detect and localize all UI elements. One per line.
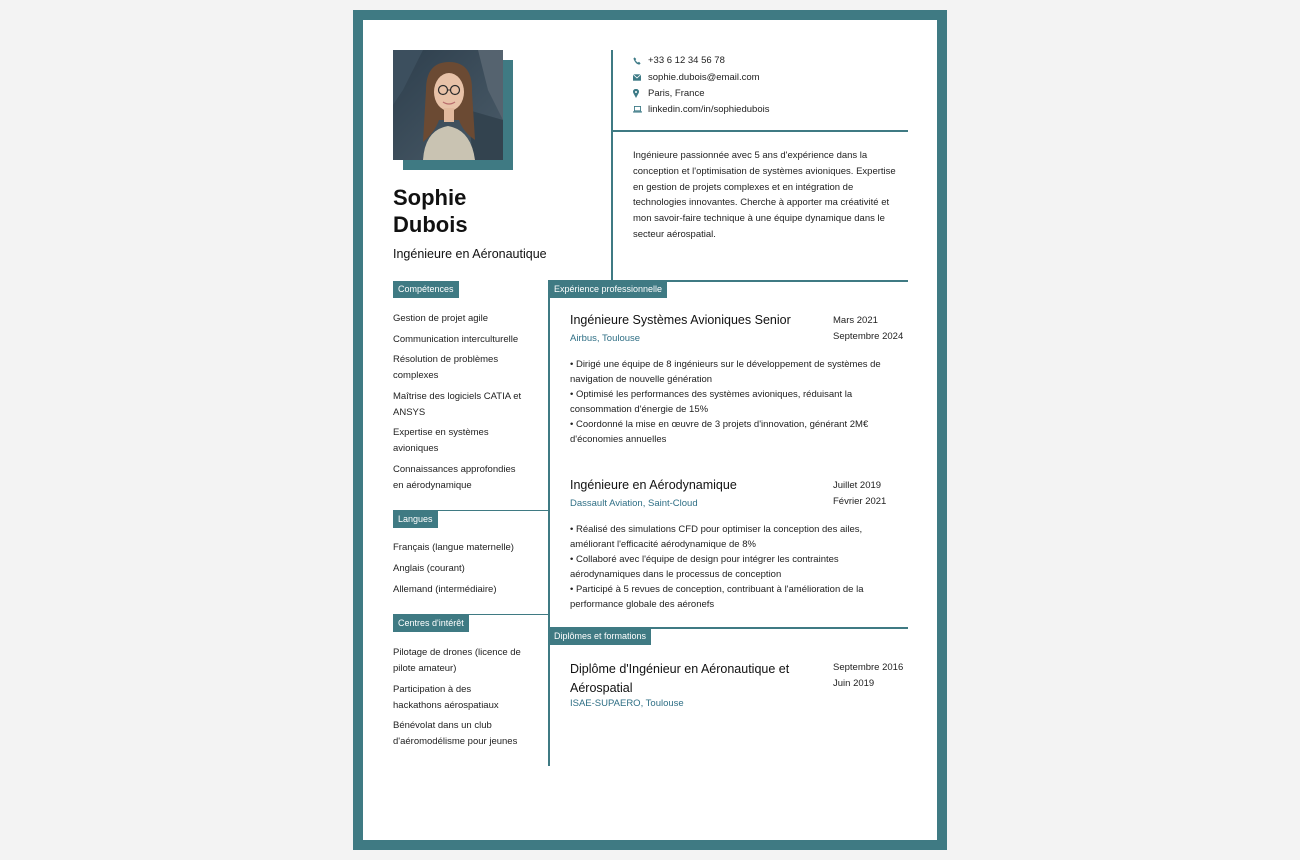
- skill-item: Communication interculturelle: [393, 333, 519, 345]
- degree-school: ISAE-SUPAERO, Toulouse: [570, 698, 684, 709]
- language-item: Français (langue maternelle): [393, 542, 514, 553]
- interests-list: [393, 645, 533, 750]
- section-skills-heading: Compétences: [393, 281, 459, 298]
- full-name: [393, 184, 468, 238]
- job-title: Ingénieure en Aéronautique: [393, 247, 547, 261]
- laptop-icon: [633, 106, 648, 113]
- job-1-title: Ingénieure Systèmes Avioniques Senior: [570, 313, 791, 327]
- interest-item: Pilotage de drones (licence de pilote amateur): [393, 647, 521, 674]
- job-2-company: Dassault Aviation, Saint-Cloud: [570, 498, 698, 509]
- job-1-dates: Mars 2021 Septembre 2024: [833, 315, 904, 342]
- job-1-achievements: • Dirigé une équipe de 8 ingénieurs sur le développement de systèmes de navigation de nouvelle génération • Optimisé les performances des systèmes avioniques, réduisant la consommation d'énergie de 15% • Coordonné la mise en œuvre de 3 projets d'innovation, générant 2M€ d'économies annuelles: [570, 359, 881, 445]
- divider-vertical-top: [611, 50, 613, 281]
- job-2-dates: Juillet 2019 Février 2021: [833, 480, 887, 507]
- phone-icon: [633, 57, 648, 65]
- job-1-company: Airbus, Toulouse: [570, 333, 641, 344]
- skills-list: [393, 311, 533, 494]
- job-2-achievements: • Réalisé des simulations CFD pour optimiser la conception des ailes, améliorant l'efficacité aérodynamique de 8% • Collaboré avec l'équipe de design pour intégrer les contraintes aérodynamiques dans le processus de conception • Participé à 5 revues de conception, contribuant à l'amélioration de la performance globale des aéronefs: [570, 524, 864, 610]
- skill-item: Résolution de problèmes complexes: [393, 354, 499, 381]
- email-icon: [633, 74, 648, 81]
- profile-summary: Ingénieure passionnée avec 5 ans d'expérience dans la conception et l'optimisation de systèmes avioniques. Expertise en gestion de projets complexes et en intégration de technologies innovantes. Cherche à apporter ma créativité et mon savoir-faire technique à une équipe dynamique dans le secteur aérospatial.: [633, 150, 896, 240]
- skill-item: Connaissances approfondies en aérodynamique: [393, 463, 516, 491]
- skill-item: Expertise en systèmes avioniques: [393, 427, 489, 454]
- skill-item: Maîtrise des logiciels CATIA et ANSYS: [393, 390, 522, 418]
- contact-linkedin[interactable]: linkedin.com/in/sophiedubois: [633, 104, 769, 115]
- section-interests-heading: Centres d'intérêt: [393, 615, 469, 632]
- contact-location: Paris, France: [633, 88, 705, 99]
- location-pin-icon: [633, 89, 648, 98]
- interest-item: Bénévolat dans un club d'aéromodélisme pour jeunes: [393, 720, 518, 747]
- contact-phone[interactable]: +33 6 12 34 56 78: [633, 55, 725, 66]
- first-name: Sophie: [393, 185, 467, 210]
- profile-photo: [393, 50, 503, 160]
- language-item: Anglais (courant): [393, 563, 465, 574]
- section-languages-heading: Langues: [393, 511, 438, 528]
- divider-contact: [612, 130, 908, 132]
- job-2-title: Ingénieure en Aérodynamique: [570, 478, 737, 492]
- interest-item: Participation à des hackathons aérospatiaux: [393, 683, 499, 711]
- degree-title: Diplôme d'Ingénieur en Aéronautique et Aérospatial: [570, 662, 790, 695]
- section-education-heading: Diplômes et formations: [549, 628, 651, 645]
- divider-vertical-main: [548, 280, 550, 766]
- language-item: Allemand (intermédiaire): [393, 584, 497, 595]
- last-name: Dubois: [393, 212, 468, 237]
- skill-item: Gestion de projet agile: [393, 313, 489, 324]
- portrait-image: [393, 50, 503, 160]
- degree-dates: Septembre 2016 Juin 2019: [833, 662, 904, 689]
- section-experience-heading: Expérience professionnelle: [549, 281, 667, 298]
- contact-email[interactable]: sophie.dubois@email.com: [633, 72, 760, 83]
- languages-list: [393, 540, 533, 598]
